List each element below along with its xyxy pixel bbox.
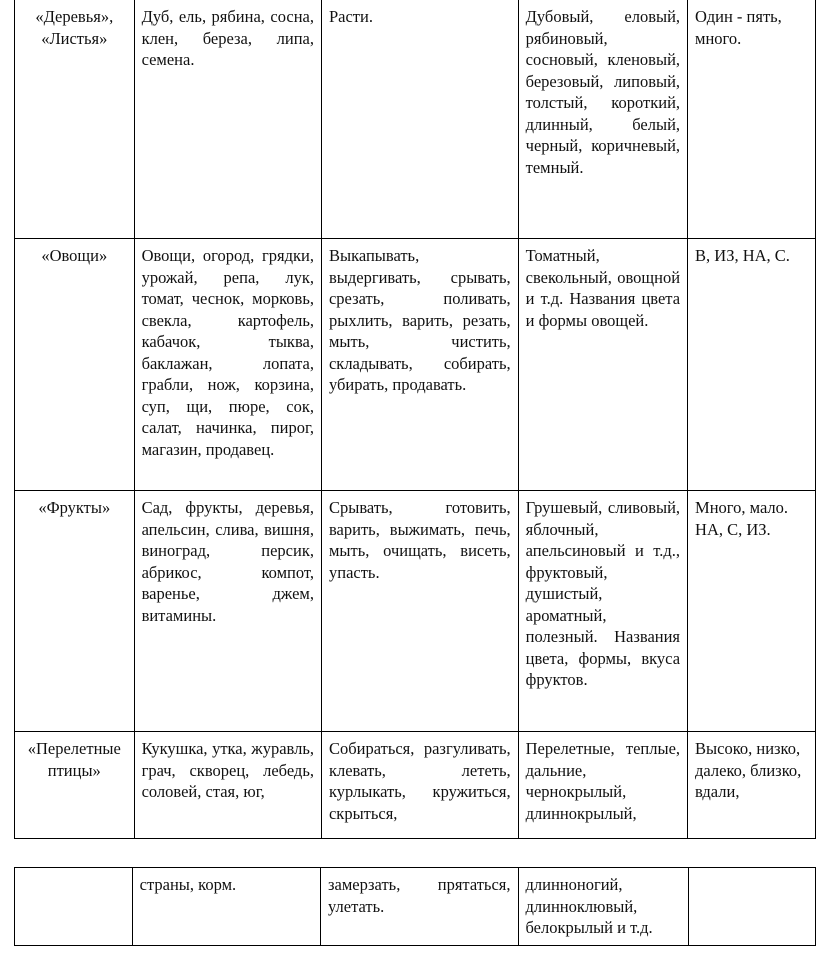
adjectives-cell: длинноногий, длинноклювый, белокрылый и т.д. xyxy=(518,868,688,946)
nouns-cell: Сад, фрукты, деревья, апельсин, слива, вишня, виноград, персик, абрикос, компот, варенье, джем, витамины. xyxy=(134,491,321,732)
topic-cell: «Перелетные птицы» xyxy=(15,732,135,839)
other-cell: Много, мало. НА, С, ИЗ. xyxy=(688,491,816,732)
other-cell: Высоко, низко, далеко, близко, вдали, xyxy=(688,732,816,839)
verbs-cell: Расти. xyxy=(321,0,518,239)
table-row xyxy=(15,732,816,839)
topic-cell: «Овощи» xyxy=(15,239,135,491)
other-cell: Один - пять, много. xyxy=(688,0,816,239)
topic-cell: «Фрукты» xyxy=(15,491,135,732)
verbs-cell: Собираться, разгуливать, клевать, лететь, курлыкать, кружиться, скрыться, xyxy=(321,732,518,839)
table-row xyxy=(15,491,816,732)
verbs-cell: замерзать, прятаться, улетать. xyxy=(320,868,518,946)
topic-cell: «Деревья», «Листья» xyxy=(15,0,135,239)
verbs-cell: Срывать, готовить, варить, выжимать, печь, мыть, очищать, висеть, упасть. xyxy=(321,491,518,732)
adjectives-cell: Томатный, свекольный, овощной и т.д. Названия цвета и формы овощей. xyxy=(518,239,687,491)
verbs-cell: Выкапывать, выдергивать, срывать, срезать, поливать, рыхлить, варить, резать, мыть, чистить, складывать, собирать, убирать, продавать. xyxy=(321,239,518,491)
nouns-cell: Дуб, ель, рябина, сосна, клен, береза, липа, семена. xyxy=(134,0,321,239)
table-row xyxy=(15,0,816,239)
nouns-cell: Кукушка, утка, журавль, грач, скворец, лебедь, соловей, стая, юг, xyxy=(134,732,321,839)
adjectives-cell: Грушевый, сливовый, яблочный, апельсиновый и т.д., фруктовый, душистый, ароматный, полезный. Названия цвета, формы, вкуса фруктов. xyxy=(518,491,687,732)
table-row xyxy=(15,239,816,491)
nouns-cell: Овощи, огород, грядки, урожай, репа, лук, томат, чеснок, морковь, свекла, картофель, кабачок, тыква, баклажан, лопата, грабли, нож, корзина, суп, щи, пюре, сок, салат, начинка, пирог, магазин, продавец. xyxy=(134,239,321,491)
table-row xyxy=(15,868,816,946)
adjectives-cell: Дубовый, еловый, рябиновый, сосновый, кленовый, березовый, липовый, толстый, короткий, длинный, белый, черный, коричневый, темный. xyxy=(518,0,687,239)
topic-cell xyxy=(15,868,133,946)
nouns-cell: страны, корм. xyxy=(132,868,320,946)
adjectives-cell: Перелетные, теплые, дальние, чернокрылый, длиннокрылый, xyxy=(518,732,687,839)
vocabulary-table-continued xyxy=(14,867,816,946)
other-cell: В, ИЗ, НА, С. xyxy=(688,239,816,491)
vocabulary-table xyxy=(14,0,816,839)
other-cell xyxy=(688,868,815,946)
